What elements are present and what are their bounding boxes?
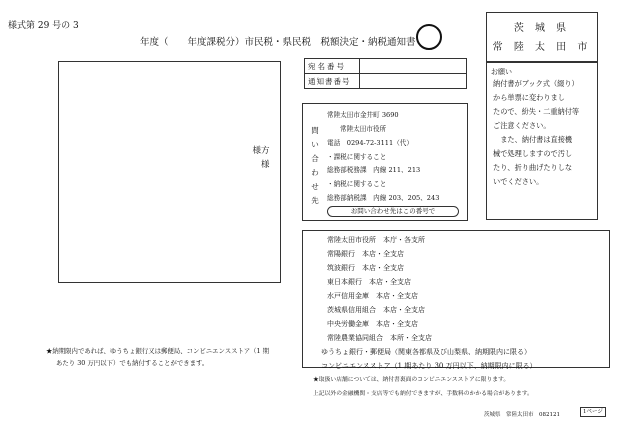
- contact-vertical-char: い: [311, 140, 319, 149]
- list-item: 常陸農業協同組合 本所・全支店: [327, 334, 432, 342]
- honorific-samakata: 様方: [252, 146, 270, 156]
- table-row: [305, 74, 467, 89]
- id-number-table: [304, 58, 467, 89]
- contact-payment-topic: ・納税に関すること: [327, 180, 387, 188]
- notice-line: たので、紛失・二重納付等: [493, 107, 580, 116]
- city-block: [486, 12, 598, 62]
- table-row: [305, 59, 467, 74]
- addressee-number-label: 宛名番号: [305, 59, 360, 74]
- notice-title: お願い: [491, 68, 512, 76]
- notice-line: から単票に変わりまし: [493, 93, 565, 102]
- contact-tax-section: 総務部税務課 内線 211、213: [327, 166, 421, 174]
- contact-payment-section: 総務部納税課 内線 203、205、243: [327, 194, 440, 202]
- contact-vertical-char: 問: [311, 126, 319, 135]
- list-item: 常陽銀行 本店・全支店: [327, 250, 404, 258]
- recipient-honorific: [249, 144, 270, 172]
- star-note-line: あたり 30 万円以下）でも納付することができます。: [56, 359, 209, 367]
- page-number: 1ページ: [580, 407, 606, 417]
- contact-box: [302, 103, 468, 221]
- honorific-sama: 様: [261, 160, 270, 170]
- bank-note: 上記以外の金融機関・支店等でも納付できますが、手数料のかかる場合があります。: [313, 391, 533, 397]
- contact-phone: 電話 0294-72-3111（代）: [327, 139, 413, 147]
- notice-line: また、納付書は直接機: [493, 135, 573, 144]
- notice-number-label: 通知書番号: [305, 74, 360, 89]
- contact-vertical-char: せ: [311, 182, 319, 191]
- list-item: 常陸太田市役所 本庁・各支所: [327, 236, 425, 244]
- list-item: コンビニエンスストア（1 期あたり 30 万円以下、納期限内に限る）: [321, 362, 537, 370]
- recipient-address-box: [58, 61, 281, 283]
- city-name: 常 陸 太 田 市: [492, 42, 592, 53]
- contact-vertical-char: わ: [311, 168, 319, 177]
- contact-tax-topic: ・課税に関すること: [327, 153, 387, 161]
- list-item: 茨城県信用組合 本店・全支店: [327, 306, 425, 314]
- contact-vertical-label: [311, 124, 319, 208]
- prefecture-name: 茨 城 県: [513, 23, 571, 34]
- contact-vertical-char: 先: [311, 196, 319, 205]
- list-item: 水戸信用金庫 本店・全支店: [327, 292, 418, 300]
- list-item: 筑波銀行 本店・全支店: [327, 264, 404, 272]
- notice-line: ご注意ください。: [493, 121, 551, 130]
- notice-line: 納付書がブック式（綴り）: [493, 79, 579, 88]
- contact-pill: お問い合わせ先はこの番号で: [327, 206, 459, 217]
- document-title: 年度（ 年度課税分）市民税・県民税 税額決定・納税通知書: [140, 37, 416, 48]
- seal-circle: [416, 24, 442, 50]
- addressee-number-value: [360, 59, 467, 74]
- list-item: 中央労働金庫 本店・全支店: [327, 320, 418, 328]
- bank-note: ★取扱い店舗については、納付書裏面のコンビニエンスストアに限ります。: [313, 377, 510, 383]
- list-item: ゆうちょ銀行・郵便局（関東各都県及び山梨県、納期限内に限る）: [321, 348, 531, 356]
- contact-vertical-char: 合: [311, 154, 319, 163]
- star-note-line: ★納期限内であれば、ゆうちょ銀行又は郵便局、コンビニエンスストア（1 期: [46, 347, 269, 355]
- contact-office: 常陸太田市役所: [340, 125, 387, 133]
- notice-line: 械で処理しますので汚し: [493, 149, 573, 158]
- notice-number-value: [360, 74, 467, 89]
- list-item: 東日本銀行 本店・全支店: [327, 278, 411, 286]
- form-number: 様式第 29 号の 3: [8, 21, 79, 31]
- contact-address: 常陸太田市金井町 3690: [327, 111, 399, 119]
- footer-code: 茨城県 常陸太田市 082121: [484, 412, 560, 418]
- notice-line: いでください。: [493, 177, 544, 186]
- notice-line: たり、折り曲げたりしな: [493, 163, 573, 172]
